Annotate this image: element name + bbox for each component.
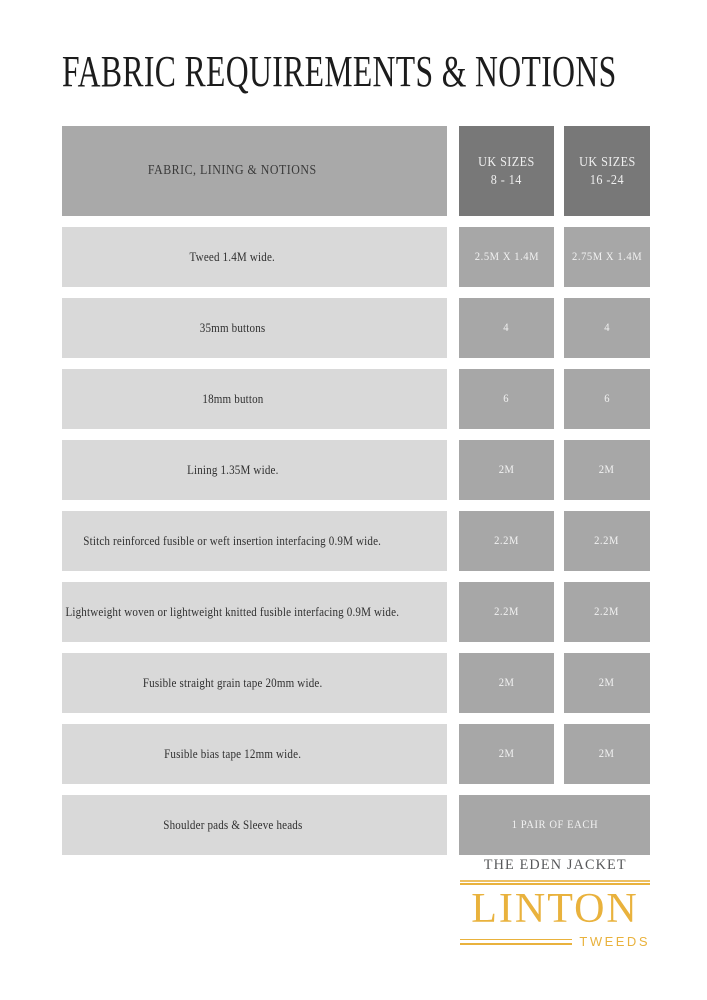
row-value-text: 2M — [498, 677, 515, 689]
row-label-text: Fusible straight grain tape 20mm wide. — [142, 675, 323, 690]
row-value-text: 2M — [599, 748, 615, 760]
row-value-text: 2.2M — [494, 606, 519, 618]
header-size-line1: UK SIZES — [478, 153, 535, 169]
row-value-cell-8-14 — [459, 298, 554, 358]
row-label-cell — [62, 724, 447, 784]
row-value-text: 2M — [599, 677, 615, 689]
row-value-cell-16-24 — [564, 440, 650, 500]
table-row — [62, 440, 650, 500]
row-value-cell-16-24 — [564, 724, 650, 784]
table-row — [62, 795, 650, 855]
header-size-cell-8-14 — [459, 126, 554, 216]
row-label-text: Fusible bias tape 12mm wide. — [163, 746, 302, 761]
row-label-cell — [62, 227, 447, 287]
table-row — [62, 227, 650, 287]
row-value-cell-8-14 — [459, 724, 554, 784]
row-value-text: 4 — [503, 322, 510, 334]
row-value-cell-16-24 — [564, 298, 650, 358]
row-label-text: Shoulder pads & Sleeve heads — [162, 817, 303, 832]
row-value-cell-8-14 — [459, 582, 554, 642]
row-value-text: 2M — [599, 464, 615, 476]
row-value-text: 4 — [604, 322, 610, 334]
row-value-cell-8-14 — [459, 227, 554, 287]
brand-footer — [460, 856, 650, 949]
row-value-cell-8-14 — [459, 440, 554, 500]
page-title: FABRIC REQUIREMENTS & NOTIONS — [62, 47, 617, 96]
table-row — [62, 653, 650, 713]
header-size-line2: 16 -24 — [589, 172, 625, 187]
row-value-cell-8-14 — [459, 511, 554, 571]
row-label-cell — [62, 298, 447, 358]
brand-wordmark: LINTON — [471, 886, 639, 932]
header-size-cell-16-24 — [564, 126, 650, 216]
row-value-text: 6 — [503, 393, 510, 405]
row-label-text: Lightweight woven or lightweight knitted fusible interfacing 0.9M wide. — [65, 604, 400, 619]
row-value-text: 2.75M X 1.4M — [571, 251, 643, 263]
row-value-cell-16-24 — [564, 511, 650, 571]
row-label-text: Tweed 1.4M wide. — [189, 249, 276, 264]
row-label-cell — [62, 795, 447, 855]
row-label-text: Lining 1.35M wide. — [186, 462, 279, 477]
row-value-cell-16-24 — [564, 227, 650, 287]
row-value-cell-8-14 — [459, 795, 650, 855]
row-value-cell-8-14 — [459, 653, 554, 713]
row-label-cell — [62, 653, 447, 713]
row-label-text: 18mm button — [201, 391, 264, 406]
row-value-text: 2.2M — [594, 535, 620, 547]
row-label-cell — [62, 440, 447, 500]
table-row — [62, 511, 650, 571]
product-name: THE EDEN JACKET — [483, 857, 627, 873]
row-label-cell — [62, 369, 447, 429]
row-value-text: 2M — [498, 464, 515, 476]
row-value-cell-8-14 — [459, 369, 554, 429]
header-label-cell — [62, 126, 447, 216]
row-value-cell-16-24 — [564, 582, 650, 642]
table-row — [62, 298, 650, 358]
table-row — [62, 724, 650, 784]
row-label-text: Stitch reinforced fusible or weft insertion interfacing 0.9M wide. — [83, 533, 382, 548]
row-value-text: 2.2M — [594, 606, 620, 618]
row-value-text: 2M — [498, 748, 515, 760]
requirements-table — [62, 126, 650, 866]
row-label-cell — [62, 582, 447, 642]
table-row — [62, 582, 650, 642]
row-value-text: 6 — [604, 393, 610, 405]
row-label-text: 35mm buttons — [199, 320, 266, 335]
table-row — [62, 369, 650, 429]
header-label-text: FABRIC, LINING & NOTIONS — [148, 163, 317, 178]
row-value-cell-16-24 — [564, 653, 650, 713]
brand-sub-wordmark: TWEEDS — [579, 934, 650, 949]
row-value-text: 1 PAIR OF EACH — [511, 819, 598, 831]
row-label-cell — [62, 511, 447, 571]
row-value-text: 2.2M — [494, 535, 519, 547]
row-value-cell-16-24 — [564, 369, 650, 429]
table-rows — [62, 227, 650, 855]
brand-rule-bottom — [460, 939, 572, 945]
brand-rule-top — [460, 880, 650, 885]
table-header-row — [62, 126, 650, 216]
row-value-text: 2.5M X 1.4M — [474, 251, 539, 263]
header-size-line2: 8 - 14 — [490, 172, 523, 187]
header-size-line1: UK SIZES — [578, 153, 636, 169]
